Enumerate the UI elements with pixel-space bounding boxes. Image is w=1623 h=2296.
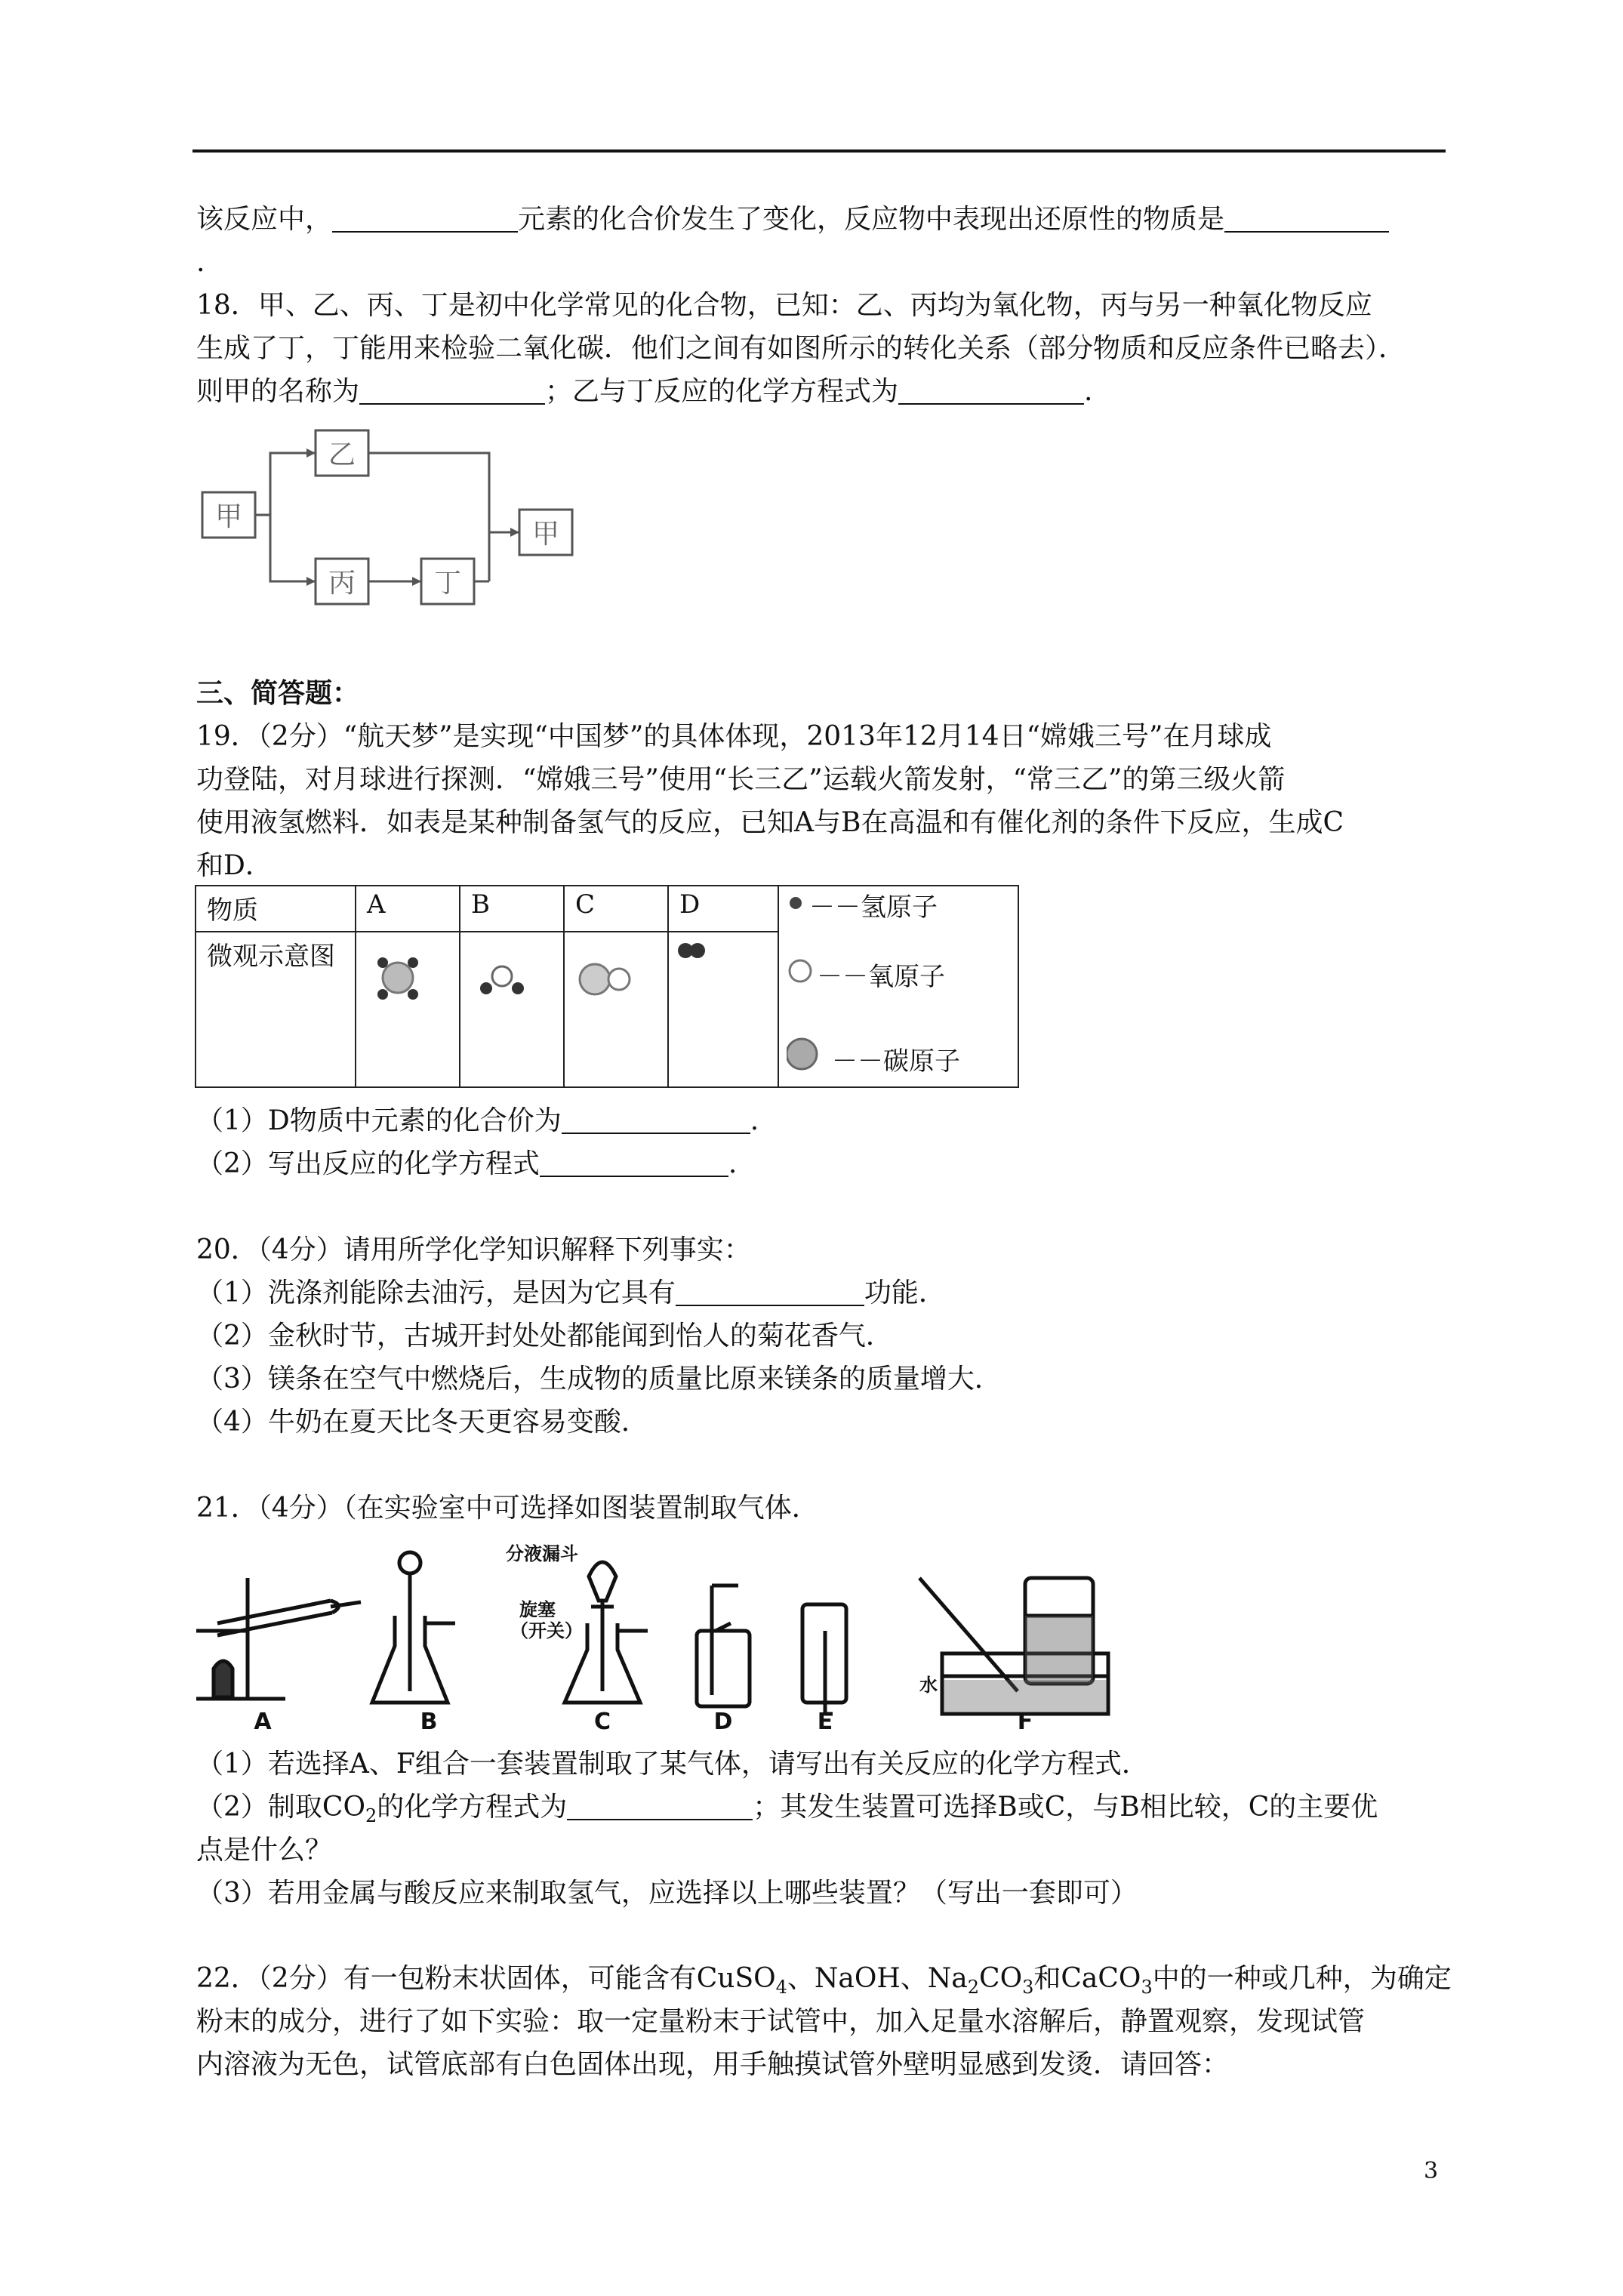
section-3-title: 三、简答题： <box>196 677 360 709</box>
label-f: F <box>1017 1709 1033 1735</box>
label-separatory-funnel: 分液漏斗 <box>506 1542 578 1564</box>
q19-line-1: 19．（2分）“航天梦”是实现“中国梦”的具体体现，2013年12月14日“嫦娥三号”在月球成 <box>196 721 1272 752</box>
hydrogen-atom-icon <box>790 897 802 909</box>
question-21-subs <box>196 1743 1449 1915</box>
q18-line-2: 生成了丁，丁能用来检验二氧化碳．他们之间有如图所示的转化关系（部分物质和反应条件已略去）． <box>196 333 1406 364</box>
answer-blank[interactable] <box>540 1145 728 1177</box>
oxygen-atom-icon <box>790 960 811 982</box>
q17-tail <box>196 198 1449 284</box>
question-20 <box>196 1228 1449 1444</box>
molecule-b <box>460 932 564 1087</box>
molecule-d <box>668 932 778 1087</box>
label-valve: 旋塞 <box>519 1598 556 1620</box>
q21-line-1: 21．（4分）（在实验室中可选择如图装置制取气体． <box>196 1493 819 1524</box>
q21-sub2-b: 的化学方程式为 <box>377 1792 568 1823</box>
q20-sub1-a: （1）洗涤剂能除去油污，是因为它具有 <box>196 1277 676 1308</box>
q17-period: . <box>196 247 205 278</box>
q22-line-3: 内溶液为无色，试管底部有白色固体出现，用手触摸试管外壁明显感到发烫．请回答： <box>196 2049 1230 2080</box>
table-row1-label: 物质 <box>196 886 356 932</box>
table-col-d: D <box>668 886 778 932</box>
q19-line-4: 和D． <box>196 850 273 881</box>
q22-text-c: CO <box>979 1963 1023 1994</box>
label-b: B <box>420 1709 438 1735</box>
label-yi: 乙 <box>328 439 356 470</box>
carbon-atom-icon <box>787 1039 817 1069</box>
answer-blank[interactable] <box>567 1789 753 1820</box>
answer-blank[interactable] <box>898 373 1084 405</box>
answer-blank[interactable] <box>332 201 518 233</box>
label-switch: （开关） <box>510 1620 583 1641</box>
q17-text-2: 元素的化合价发生了变化，反应物中表现出还原性的物质是 <box>518 204 1225 235</box>
q22-text-d: 和CaCO <box>1033 1963 1141 1994</box>
table-col-c: C <box>564 886 668 932</box>
label-water: 水 <box>919 1674 938 1696</box>
q22-text-b: 、NaOH、Na <box>787 1963 968 1994</box>
label-jia-right: 甲 <box>531 519 560 550</box>
q17-text-1: 该反应中， <box>196 204 333 235</box>
apparatus-e <box>802 1604 846 1714</box>
label-a: A <box>254 1709 272 1735</box>
hydrogen-molecule-icon <box>669 932 729 978</box>
q22-text-e: 中的一种或几种，为确定 <box>1152 1963 1452 1994</box>
table-col-a: A <box>356 886 460 932</box>
label-bing: 丙 <box>328 568 356 599</box>
label-e: E <box>817 1709 833 1735</box>
q18-line-3a: 则甲的名称为 <box>196 376 360 407</box>
answer-blank[interactable] <box>359 373 545 405</box>
q19-sub1-end: . <box>750 1105 759 1136</box>
legend-hydrogen: －－氢原子 <box>809 892 938 923</box>
label-d: D <box>713 1709 733 1735</box>
q22-sub-3: 3 <box>1022 1977 1034 1998</box>
carbon-monoxide-molecule-icon <box>569 948 645 1008</box>
q19-line-3: 使用液氢燃料．如表是某种制备氢气的反应，已知A与B在高温和有催化剂的条件下反应，生成C <box>196 807 1344 838</box>
q18-line-3b: ；乙与丁反应的化学方程式为 <box>545 376 899 407</box>
atom-legend <box>778 886 1018 1087</box>
q19-molecule-table <box>195 885 1019 1088</box>
question-21-intro <box>196 1487 1449 1530</box>
q20-sub1-b: 功能． <box>864 1277 946 1308</box>
q19-sub2: （2）写出反应的化学方程式 <box>196 1148 540 1179</box>
answer-blank[interactable] <box>676 1274 864 1306</box>
label-jia-left: 甲 <box>214 501 243 532</box>
answer-blank[interactable] <box>562 1102 750 1134</box>
water-molecule-icon <box>468 948 536 1008</box>
table-col-b: B <box>460 886 564 932</box>
answer-blank[interactable] <box>1224 201 1389 233</box>
header-rule <box>192 149 1446 153</box>
molecule-c <box>564 932 668 1087</box>
molecule-a <box>356 932 460 1087</box>
legend-oxygen: －－氧原子 <box>817 962 945 992</box>
q19-subquestions <box>196 1099 1449 1185</box>
q20-sub3: （3）镁条在空气中燃烧后，生成物的质量比原来镁条的质量增大． <box>196 1364 1002 1395</box>
q19-sub2-end: . <box>728 1148 738 1179</box>
q22-sub-4: 3 <box>1141 1977 1153 1998</box>
q21-sub2-line2: 点是什么？ <box>196 1835 333 1866</box>
q22-sub-2: 2 <box>967 1977 980 1998</box>
methane-molecule-icon <box>364 948 432 1008</box>
table-row2-label: 微观示意图 <box>196 932 356 1087</box>
question-18 <box>196 284 1449 413</box>
q19-sub1: （1）D物质中元素的化合价为 <box>196 1105 562 1136</box>
q21-sub2-c: ；其发生装置可选择B或C，与B相比较，C的主要优 <box>753 1792 1378 1823</box>
q22-line-2: 粉末的成分，进行了如下实验：取一定量粉末于试管中，加入足量水溶解后，静置观察，发现试管 <box>196 2006 1366 2037</box>
question-22 <box>196 1957 1452 2086</box>
apparatus-b <box>372 1552 455 1703</box>
q19-line-2: 功登陆，对月球进行探测．“嫦娥三号”使用“长三乙”运载火箭发射，“常三乙”的第三级火箭 <box>196 764 1286 795</box>
q18-conversion-diagram <box>195 423 587 619</box>
q18-line-1: 18．甲、乙、丙、丁是初中化学常见的化合物，已知：乙、丙均为氧化物，丙与另一种氧化物反应 <box>196 290 1372 321</box>
q21-sub2-a: （2）制取CO <box>196 1792 365 1823</box>
q20-sub4: （4）牛奶在夏天比冬天更容易变酸． <box>196 1407 648 1438</box>
label-c: C <box>593 1709 611 1735</box>
q22-sub-1: 4 <box>775 1977 787 1998</box>
apparatus-d <box>697 1586 750 1706</box>
q18-line-3c: . <box>1084 376 1093 407</box>
q21-sub3: （3）若用金属与酸反应来制取氢气，应选择以上哪些装置？（写出一套即可） <box>196 1878 1138 1909</box>
label-ding: 丁 <box>433 568 462 599</box>
q20-sub2: （2）金秋时节，古城开封处处都能闻到怡人的菊花香气． <box>196 1321 893 1351</box>
q22-text-a: 22．（2分）有一包粉末状固体，可能含有CuSO <box>196 1963 776 1994</box>
q21-apparatus-figure <box>195 1540 1116 1737</box>
q21-sub2-subscript: 2 <box>365 1805 377 1826</box>
page-number: 3 <box>1424 2158 1439 2184</box>
question-19 <box>196 672 1449 887</box>
legend-carbon: －－碳原子 <box>832 1046 960 1077</box>
q20-line-1: 20．（4分）请用所学化学知识解释下列事实： <box>196 1234 751 1265</box>
q21-sub1: （1）若选择A、F组合一套装置制取了某气体，请写出有关反应的化学方程式． <box>196 1749 1149 1780</box>
